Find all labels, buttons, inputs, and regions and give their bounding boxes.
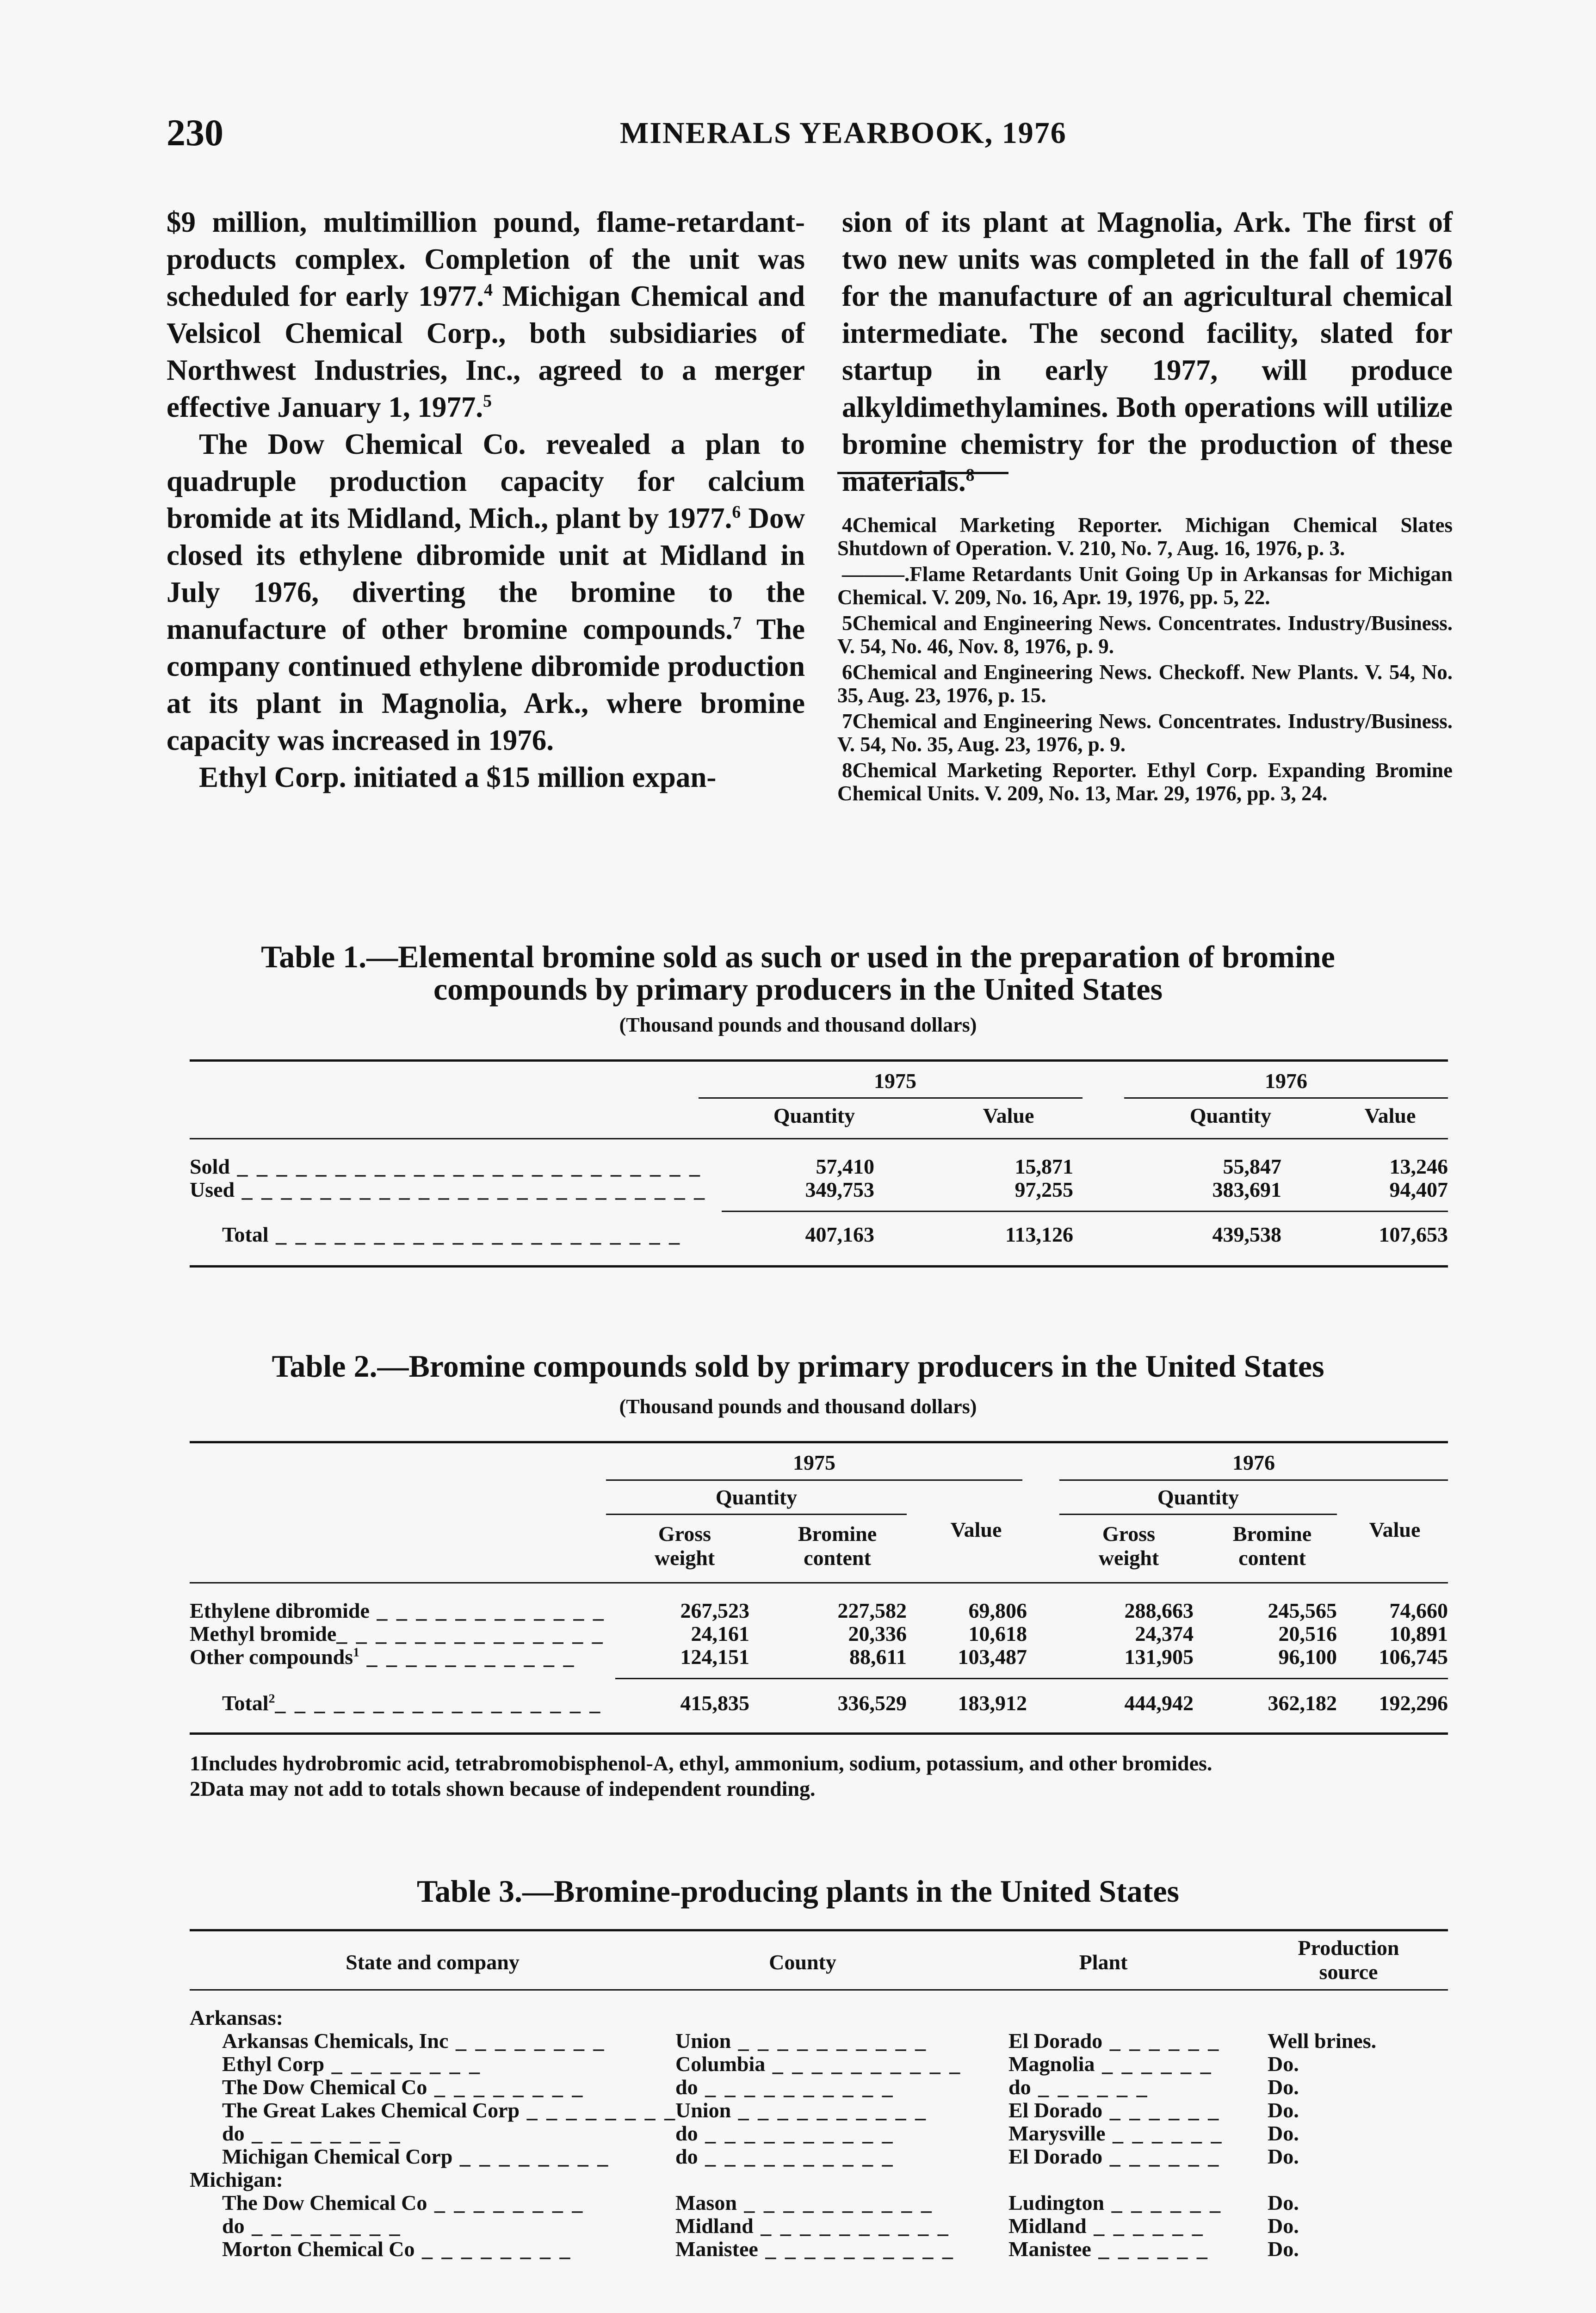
table-rule (190, 1929, 1448, 1931)
row-label: Total _ _ _ _ _ _ _ _ _ _ _ _ _ _ _ _ _ _ _ _ _ (222, 1223, 682, 1246)
col-header: County (769, 1950, 836, 1974)
table-cell: 69,806 (968, 1599, 1027, 1622)
col-header: Value (1369, 1518, 1421, 1541)
footnote: ———.Flame Retardants Unit Going Up in Arkansas for Michigan Chemical. V. 209, No. 16, Apr. 19, 1976, pp. 5, 22. (837, 563, 1453, 609)
table-cell: 288,663 (1124, 1599, 1194, 1622)
source-cell: Do. (1268, 2214, 1299, 2238)
company-cell: Michigan Chemical Corp _ _ _ _ _ _ _ _ (222, 2145, 610, 2168)
footnote-ref: 5 (483, 391, 492, 411)
footnote-divider (837, 472, 1008, 474)
plant-cell: Magnolia _ _ _ _ _ _ (1008, 2052, 1213, 2076)
year-header: 1975 (793, 1451, 835, 1474)
page-header (167, 111, 1508, 162)
source-cell: Do. (1268, 2145, 1299, 2168)
year-rule (1059, 1479, 1448, 1481)
col-header: Bromine content (1232, 1522, 1312, 1570)
year-rule (1124, 1097, 1448, 1099)
table-cell: 407,163 (805, 1223, 874, 1246)
paragraph: Ethyl Corp. initiated a $15 million expan- (199, 761, 717, 793)
county-cell: Columbia _ _ _ _ _ _ _ _ _ _ (675, 2052, 962, 2076)
table-cell: 267,523 (680, 1599, 749, 1622)
paragraph: sion of its plant at Magnolia, Ark. The first of two new units was completed in the fall of 1976 for the manufacture of an agricultural chemical intermediate. The second facility, slated for startup in early 1977, will produce alkyldimethylamines. Both operations will utilize bromine chemistry for the production of these materials.$^8$ (842, 206, 1453, 497)
col-header: Gross weight (1098, 1522, 1159, 1570)
col-header: Quantity (773, 1104, 855, 1127)
footnote: 6Chemical and Engineering News. Checkoff. New Plants. V. 54, No. 35, Aug. 23, 1976, p. 15. (837, 661, 1453, 707)
year-header: 1976 (1265, 1069, 1307, 1093)
table-cell: 24,161 (691, 1622, 749, 1645)
table-cell: 57,410 (816, 1155, 874, 1178)
plant-cell: Midland _ _ _ _ _ _ (1008, 2214, 1205, 2238)
county-cell: Midland _ _ _ _ _ _ _ _ _ _ (675, 2214, 950, 2238)
county-cell: Union _ _ _ _ _ _ _ _ _ _ (675, 2029, 928, 2053)
sub-rule (606, 1514, 907, 1515)
table-cell: 24,374 (1135, 1622, 1194, 1645)
table-units: (Thousand pounds and thousand dollars) (619, 1395, 977, 1418)
col-header: Gross weight (654, 1522, 715, 1570)
col-header: Value (983, 1104, 1034, 1127)
table-title-line2: compounds by primary producers in the United States (433, 971, 1163, 1007)
running-title: MINERALS YEARBOOK, 1976 (620, 116, 1067, 150)
table-cell: 10,891 (1389, 1622, 1448, 1645)
table-cell: 192,296 (1379, 1691, 1448, 1715)
table-cell: 15,871 (1015, 1155, 1073, 1178)
total-rule (722, 1211, 1448, 1212)
table-rule (190, 1441, 1448, 1443)
col-header: Bromine content (798, 1522, 877, 1570)
footnote: 5Chemical and Engineering News. Concentrates. Industry/Business. V. 54, No. 46, Nov. 8, 1976, p. 9. (837, 612, 1453, 658)
table-cell: 74,660 (1389, 1599, 1448, 1622)
county-cell: do _ _ _ _ _ _ _ _ _ _ (675, 2075, 895, 2099)
col-header: State and company (346, 1950, 520, 1974)
col-header: Production source (1298, 1936, 1399, 1984)
table-cell: 88,611 (849, 1645, 907, 1669)
source-cell: Do. (1268, 2237, 1299, 2261)
sub-rule (1059, 1514, 1337, 1515)
table-cell: 444,942 (1124, 1691, 1194, 1715)
row-label: Total$^2$_ _ _ _ _ _ _ _ _ _ _ _ _ _ _ _ _ (222, 1691, 602, 1715)
table-cell: 106,745 (1379, 1645, 1448, 1669)
table-cell: 20,336 (848, 1622, 907, 1645)
company-cell: Michigan: (190, 2168, 283, 2191)
company-cell: do _ _ _ _ _ _ _ _ (222, 2121, 402, 2145)
table-cell: 13,246 (1389, 1155, 1448, 1178)
county-cell: do _ _ _ _ _ _ _ _ _ _ (675, 2145, 895, 2168)
plant-cell: El Dorado _ _ _ _ _ _ (1008, 2145, 1221, 2168)
total-rule (615, 1678, 1448, 1679)
table-cell: 20,516 (1278, 1622, 1337, 1645)
year-rule (699, 1097, 1083, 1099)
table-cell: 227,582 (837, 1599, 907, 1622)
plant-cell: Manistee _ _ _ _ _ _ (1008, 2237, 1209, 2261)
footnote-ref: 7 (732, 613, 742, 633)
col-header: Value (1364, 1104, 1416, 1127)
year-rule (606, 1479, 1022, 1481)
year-header: 1975 (874, 1069, 916, 1093)
plant-cell: El Dorado _ _ _ _ _ _ (1008, 2098, 1221, 2122)
row-label: Other compounds$^1$ _ _ _ _ _ _ _ _ _ _ _ (190, 1645, 576, 1669)
paragraph: The Dow Chemical Co. revealed a plan to quadruple production capacity for calcium bromide at its Midland, Mich., plant by 1977.$^6$ Dow closed its ethylene dibromide unit at Midland in July 1976, diverting the bromine to the manufacture of other bromine compounds.$^7$ The company continued ethylene dibromide production at its plant in Magnolia, Ark., where bromine capacity was increased in 1976. (167, 428, 805, 756)
county-cell: do _ _ _ _ _ _ _ _ _ _ (675, 2121, 895, 2145)
col-header: Quantity (715, 1485, 798, 1509)
table-cell: 103,487 (958, 1645, 1027, 1669)
col-header: Quantity (1189, 1104, 1272, 1127)
table-note: 2Data may not add to totals shown because of independent rounding. (190, 1777, 816, 1800)
footnote: 7Chemical and Engineering News. Concentrates. Industry/Business. V. 54, No. 35, Aug. 23, 1976, p. 9. (837, 710, 1453, 756)
source-cell: Do. (1268, 2098, 1299, 2122)
table-cell: 383,691 (1212, 1178, 1281, 1201)
table-rule (190, 1138, 1448, 1139)
source-cell: Do. (1268, 2052, 1299, 2076)
row-label: Ethylene dibromide _ _ _ _ _ _ _ _ _ _ _ _ (190, 1599, 606, 1622)
table-note: 1Includes hydrobromic acid, tetrabromobisphenol-A, ethyl, ammonium, sodium, potassium, and other bromides. (190, 1751, 1212, 1775)
plant-cell: Ludington _ _ _ _ _ _ (1008, 2191, 1223, 2214)
table-title: Table 1.—Elemental bromine sold as such or used in the preparation of bromine (261, 939, 1335, 974)
col-header: Quantity (1157, 1485, 1239, 1509)
source-cell: Do. (1268, 2121, 1299, 2145)
table-cell: 439,538 (1212, 1223, 1281, 1246)
company-cell: Morton Chemical Co _ _ _ _ _ _ _ _ (222, 2237, 572, 2261)
table-cell: 131,905 (1124, 1645, 1194, 1669)
body-column-right (842, 204, 1453, 500)
county-cell: Manistee _ _ _ _ _ _ _ _ _ _ (675, 2237, 955, 2261)
company-cell: The Dow Chemical Co _ _ _ _ _ _ _ _ (222, 2075, 585, 2099)
footnote-ref: 6 (732, 502, 741, 522)
table-rule (190, 1265, 1448, 1268)
footnote: 4Chemical Marketing Reporter. Michigan Chemical Slates Shutdown of Operation. V. 210, No. 7, Aug. 16, 1976, p. 3. (837, 513, 1453, 560)
plant-cell: El Dorado _ _ _ _ _ _ (1008, 2029, 1221, 2053)
table-cell: 107,653 (1379, 1223, 1448, 1246)
footnote: 8Chemical Marketing Reporter. Ethyl Corp. Expanding Bromine Chemical Units. V. 209, No. 13, Mar. 29, 1976, pp. 3, 24. (837, 759, 1453, 805)
footnote-ref: 8 (965, 465, 975, 485)
county-cell: Mason _ _ _ _ _ _ _ _ _ _ (675, 2191, 934, 2214)
row-label: Methyl bromide_ _ _ _ _ _ _ _ _ _ _ _ _ _ (190, 1622, 605, 1645)
table-cell: 10,618 (968, 1622, 1027, 1645)
body-column-left (167, 204, 805, 796)
table-cell: 336,529 (837, 1691, 907, 1715)
county-cell: Union _ _ _ _ _ _ _ _ _ _ (675, 2098, 928, 2122)
company-cell: The Great Lakes Chemical Corp _ _ _ _ _ _ _ _ (222, 2098, 677, 2122)
table-title: Table 2.—Bromine compounds sold by primary producers in the United States (272, 1348, 1324, 1384)
table-cell: 96,100 (1278, 1645, 1337, 1669)
table-rule (190, 1582, 1448, 1583)
row-label: Sold _ _ _ _ _ _ _ _ _ _ _ _ _ _ _ _ _ _ _ _ _ _ _ _ (190, 1155, 702, 1178)
company-cell: The Dow Chemical Co _ _ _ _ _ _ _ _ (222, 2191, 585, 2214)
table-cell: 362,182 (1268, 1691, 1337, 1715)
table-cell: 183,912 (958, 1691, 1027, 1715)
table-cell: 55,847 (1223, 1155, 1281, 1178)
table-rule (190, 1732, 1448, 1735)
footnotes (837, 513, 1453, 808)
company-cell: do _ _ _ _ _ _ _ _ (222, 2214, 402, 2238)
page-number: 230 (167, 111, 223, 154)
company-cell: Arkansas Chemicals, Inc _ _ _ _ _ _ _ _ (222, 2029, 606, 2053)
row-label: Used _ _ _ _ _ _ _ _ _ _ _ _ _ _ _ _ _ _ _ _ _ _ _ _ (190, 1178, 707, 1201)
year-header: 1976 (1232, 1451, 1275, 1474)
table-cell: 415,835 (680, 1691, 749, 1715)
table-units: (Thousand pounds and thousand dollars) (619, 1014, 977, 1036)
source-cell: Well brines. (1268, 2029, 1377, 2053)
table-title: Table 3.—Bromine-producing plants in the United States (416, 1874, 1179, 1909)
source-cell: Do. (1268, 2191, 1299, 2214)
table-rule (190, 1059, 1448, 1062)
table-cell: 94,407 (1389, 1178, 1448, 1201)
source-cell: Do. (1268, 2075, 1299, 2099)
col-header: Plant (1079, 1950, 1128, 1974)
table-cell: 245,565 (1268, 1599, 1337, 1622)
paragraph: $9 million, multimillion pound, flame-retardant-products complex. Completion of the unit was scheduled for early 1977.$^4$ Michigan Chemical and Velsicol Chemical Corp., both subsidiaries of Northwest Industries, Inc., agreed to a merger effective January 1, 1977.$^5$ (167, 206, 805, 423)
table-cell: 349,753 (805, 1178, 874, 1201)
company-cell: Ethyl Corp _ _ _ _ _ _ _ _ (222, 2052, 482, 2076)
plant-cell: do _ _ _ _ _ _ (1008, 2075, 1149, 2099)
plant-cell: Marysville _ _ _ _ _ _ (1008, 2121, 1224, 2145)
table-cell: 113,126 (1005, 1223, 1073, 1246)
table-rule (190, 1989, 1448, 1991)
col-header: Value (950, 1518, 1002, 1541)
table-cell: 124,151 (680, 1645, 749, 1669)
table-cell: 97,255 (1015, 1178, 1073, 1201)
company-cell: Arkansas: (190, 2006, 283, 2029)
footnote-ref: 4 (484, 280, 493, 300)
